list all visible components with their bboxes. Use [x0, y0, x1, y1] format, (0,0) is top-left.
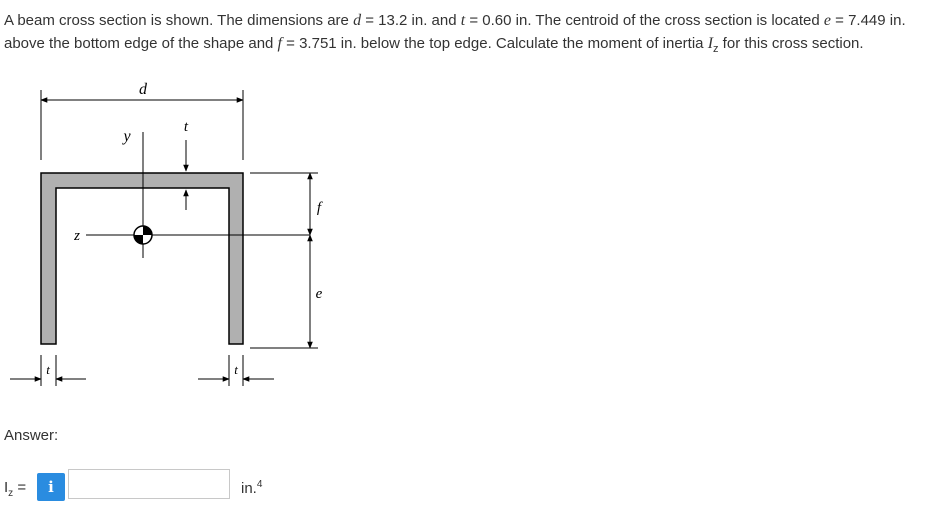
z-label: z [74, 228, 80, 244]
unit-label: in.$^4$ [241, 479, 263, 497]
t-top-label: t [183, 119, 189, 135]
problem-statement: A beam cross section is shown. The dimensions are d = 13.2 in. and t = 0.60 in. The centroid of the cross section is located e = 7.449 in. above the bottom edge of the shape and f = 3.751 in. below the top edge. Calculate the moment of inertia $I_z$ for this cross section. [4, 12, 906, 55]
info-icon[interactable]: i [37, 473, 65, 501]
iz-answer-input[interactable] [68, 469, 230, 499]
d-label: d [139, 81, 147, 98]
e-label: e [315, 286, 323, 302]
t-left-label: t [46, 362, 50, 377]
beam-cross-section-figure [0, 72, 340, 402]
channel-section [41, 173, 243, 344]
f-label: f [316, 200, 322, 216]
centroid-symbol [134, 226, 152, 244]
t-right-label: t [234, 362, 238, 377]
answer-label: Answer: [4, 427, 59, 444]
y-label: y [123, 128, 131, 145]
iz-label: $I_z$ = [4, 479, 27, 499]
